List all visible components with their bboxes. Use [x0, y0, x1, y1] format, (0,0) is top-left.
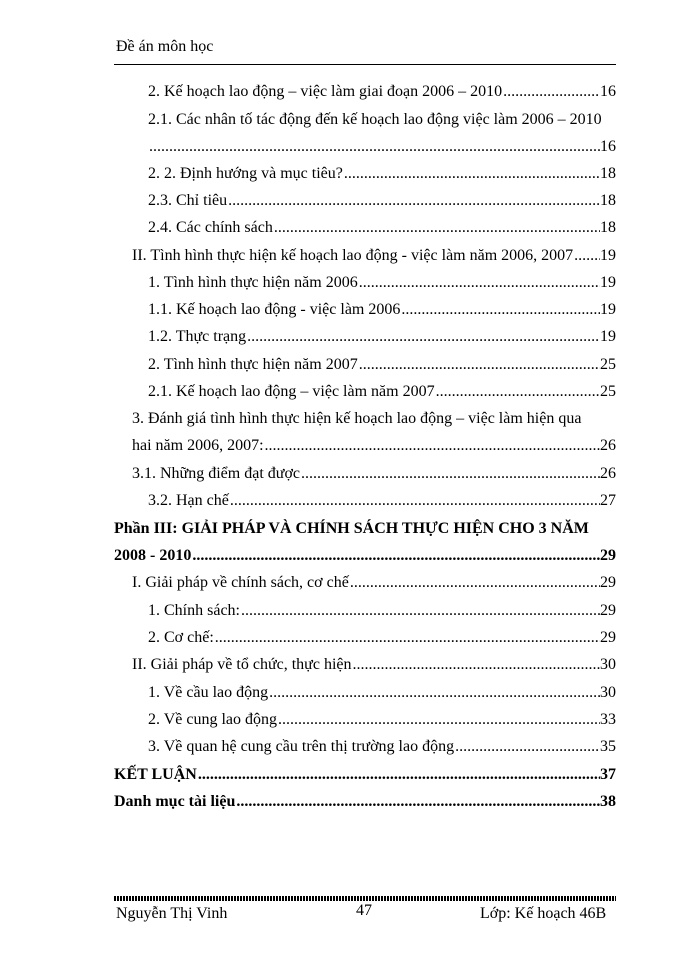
toc-entry[interactable] [132, 464, 616, 484]
toc-entry-page: 18 [600, 165, 616, 182]
toc-leader-dots [400, 300, 600, 320]
toc-entry-page: 35 [600, 738, 616, 755]
toc-entry[interactable] [114, 792, 616, 812]
toc-entry-label: 1.2. Thực trạng [148, 328, 247, 345]
toc-leader-dots [454, 737, 600, 757]
toc-entry-page: 29 [600, 547, 616, 564]
toc-entry-page: 19 [600, 301, 616, 318]
toc-entry-page: 37 [600, 766, 616, 783]
toc-entry-label: I. Giải pháp về chính sách, cơ chế [132, 574, 349, 591]
toc-leader-dots [300, 464, 600, 484]
toc-entry[interactable] [148, 491, 616, 511]
toc-part-heading[interactable] [114, 519, 589, 539]
toc-entry[interactable] [148, 601, 616, 621]
toc-entry-label: 1. Chính sách: [148, 602, 240, 619]
toc-entry-label: 2.1. Các nhân tố tác động đến kế hoạch lao động việc làm 2006 – 2010 [148, 111, 602, 128]
toc-leader-dots [214, 628, 600, 648]
toc-entry-page: 25 [600, 383, 616, 400]
toc-entry-continuation[interactable] [148, 137, 616, 157]
toc-leader-dots [240, 601, 600, 621]
toc-entry-label: 1. Về cầu lao động [148, 684, 269, 701]
toc-entry-label: 2.3. Chỉ tiêu [148, 192, 228, 209]
toc-entry-page: 19 [600, 274, 616, 291]
toc-entry-label: KẾT LUẬN [114, 766, 197, 783]
toc-leader-dots [264, 436, 600, 456]
toc-leader-dots [148, 137, 600, 157]
toc-entry[interactable] [114, 765, 616, 785]
toc-entry[interactable] [148, 327, 616, 347]
toc-leader-dots [502, 82, 600, 102]
toc-entry-label: Phần III: GIẢI PHÁP VÀ CHÍNH SÁCH THỰC HIỆN CHO 3 NĂM [114, 520, 589, 537]
toc-leader-dots [227, 191, 600, 211]
toc-entry[interactable] [132, 655, 616, 675]
toc-entry-label: 2. 2. Định hướng và mục tiêu? [148, 165, 343, 182]
toc-entry-page: 29 [600, 602, 616, 619]
toc-entry[interactable] [132, 246, 616, 266]
toc-entry[interactable] [148, 273, 616, 293]
header-title: Đề án môn học [116, 38, 214, 55]
toc-leader-dots [235, 792, 600, 812]
toc-entry-page: 30 [600, 684, 616, 701]
toc-leader-dots [268, 683, 600, 703]
toc-entry-page: 16 [600, 83, 616, 100]
toc-entry-label: 2.4. Các chính sách [148, 219, 273, 236]
toc-entry-page: 27 [600, 492, 616, 509]
toc-entry[interactable] [148, 382, 616, 402]
toc-entry[interactable] [148, 218, 616, 238]
toc-entry-label: 3. Về quan hệ cung cầu trên thị trường lao động [148, 738, 455, 755]
toc-entry[interactable] [132, 409, 581, 429]
toc-entry-page: 16 [600, 138, 616, 155]
toc-leader-dots [435, 382, 600, 402]
toc-entry[interactable] [148, 355, 616, 375]
toc-entry-page: 19 [600, 328, 616, 345]
toc-entry-label: hai năm 2006, 2007: [132, 437, 264, 454]
toc-entry[interactable] [148, 300, 616, 320]
toc-leader-dots [358, 273, 600, 293]
toc-leader-dots [229, 491, 600, 511]
toc-entry[interactable] [148, 82, 616, 102]
toc-entry-label: II. Tình hình thực hiện kế hoạch lao động - việc làm năm 2006, 2007 [132, 247, 574, 264]
page-number: 47 [356, 902, 372, 919]
footer-class: Lớp: Kế hoạch 46B [480, 905, 607, 922]
toc-entry-label: 3.1. Những điểm đạt được [132, 465, 300, 482]
toc-entry-page: 19 [600, 247, 616, 264]
footer-divider [114, 896, 616, 901]
toc-entry-page: 29 [600, 574, 616, 591]
toc-leader-dots [197, 765, 600, 785]
toc-entry[interactable] [148, 683, 616, 703]
toc-entry-label: 1.1. Kế hoạch lao động - việc làm 2006 [148, 301, 401, 318]
toc-entry-page: 18 [600, 219, 616, 236]
toc-leader-dots [277, 710, 600, 730]
footer-author: Nguyễn Thị Vinh [116, 905, 228, 922]
toc-entry-label: 2. Tình hình thực hiện năm 2007 [148, 356, 358, 373]
toc-entry-page: 25 [600, 356, 616, 373]
toc-entry-page: 38 [600, 793, 616, 810]
toc-leader-dots [358, 355, 600, 375]
toc-entry-label: 2. Kế hoạch lao động – việc làm giai đoạn 2006 – 2010 [148, 83, 503, 100]
toc-entry-label: 2. Cơ chế: [148, 629, 214, 646]
toc-entry[interactable] [148, 737, 616, 757]
toc-entry[interactable] [132, 573, 616, 593]
toc-entry-page: 26 [600, 437, 616, 454]
toc-leader-dots [349, 573, 600, 593]
toc-entry-label: 1. Tình hình thực hiện năm 2006 [148, 274, 358, 291]
toc-leader-dots [352, 655, 601, 675]
toc-entry-label: II. Giải pháp về tổ chức, thực hiện [132, 656, 352, 673]
toc-entry-page: 30 [600, 656, 616, 673]
toc-leader-dots [573, 246, 600, 266]
toc-entry-label: 2. Về cung lao động [148, 711, 278, 728]
toc-entry[interactable] [148, 710, 616, 730]
toc-entry-page: 26 [600, 465, 616, 482]
toc-entry-label: 2.1. Kế hoạch lao động – việc làm năm 2007 [148, 383, 435, 400]
toc-entry-page: 18 [600, 192, 616, 209]
toc-entry[interactable] [148, 110, 602, 130]
toc-leader-dots [273, 218, 600, 238]
toc-entry-page: 33 [600, 711, 616, 728]
toc-entry-label: 3.2. Hạn chế [148, 492, 229, 509]
toc-entry-continuation[interactable] [132, 436, 616, 456]
toc-entry[interactable] [148, 191, 616, 211]
toc-leader-dots [191, 546, 600, 566]
toc-leader-dots [343, 164, 600, 184]
toc-entry[interactable] [148, 164, 616, 184]
toc-leader-dots [246, 327, 600, 347]
toc-entry-label: 2008 - 2010 [114, 547, 192, 564]
toc-entry-page: 29 [600, 629, 616, 646]
toc-entry[interactable] [148, 628, 616, 648]
toc-entry-label: 3. Đánh giá tình hình thực hiện kế hoạch lao động – việc làm hiện qua [132, 410, 582, 427]
toc-entry-label: Danh mục tài liệu [114, 793, 236, 810]
toc-entry-continuation[interactable] [114, 546, 616, 566]
